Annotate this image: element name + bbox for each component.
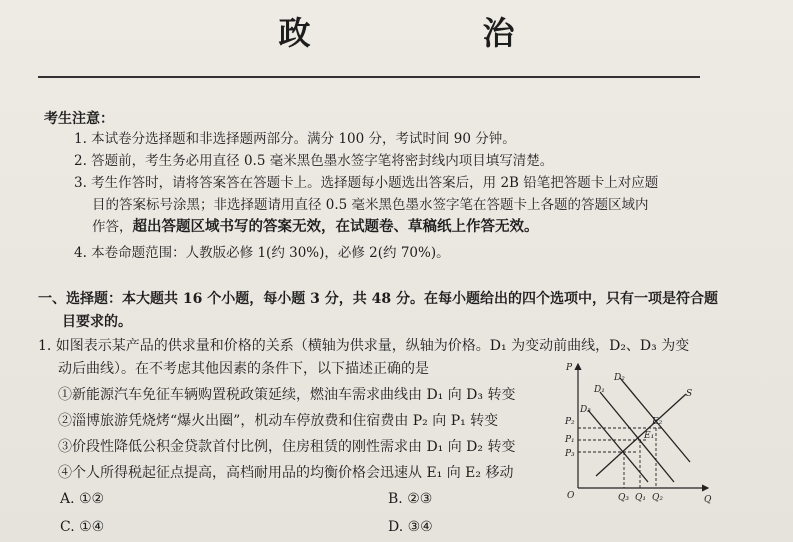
- origin-label: O: [567, 491, 575, 501]
- q-axis-label: Q: [704, 495, 712, 505]
- option-d: D. ③④: [388, 519, 433, 535]
- question1-statement-2: ②淄博旅游凭烧烤“爆火出圈”，机动车停放费和住宿费由 P₂ 向 P₁ 转变: [58, 413, 499, 429]
- demand-curve-d3: [588, 410, 648, 482]
- q1-label: Q₁: [635, 493, 646, 503]
- q2-label: Q₂: [652, 493, 663, 503]
- notice-item-1: 1. 本试卷分选择题和非选择题两部分。满分 100 分，考试时间 90 分钟。: [74, 131, 516, 147]
- question1-stem-line2: 动后曲线）。在不考虑其他因素的条件下，以下描述正确的是: [58, 361, 429, 377]
- section-heading-line1: 一、选择题：本大题共 16 个小题，每小题 3 分，共 48 分。在每小题给出的四个选项中，只有一项是符合题: [38, 291, 718, 307]
- notice-item-3-cont: 目的答案标号涂黑；非选择题请用直径 0.5 毫米黑色墨水签字笔在答题卡上各题的答题区域内: [92, 197, 649, 213]
- e2-label: E₂: [652, 417, 663, 427]
- notice-item-3-end: [92, 218, 539, 236]
- question1-statement-1: ①新能源汽车免征车辆购置税政策延续，燃油车需求曲线由 D₁ 向 D₃ 转变: [58, 387, 516, 403]
- s-label: S: [686, 389, 693, 399]
- option-c: C. ①④: [60, 519, 105, 535]
- p3-label: P₃: [565, 449, 575, 459]
- question1-stem-line1: 1. 如图表示某产品的供求量和价格的关系（横轴为供求量，纵轴为价格。D₁ 为变动前曲线，D₂、D₃ 为变: [38, 338, 690, 354]
- d2-label: D₂: [614, 373, 625, 383]
- d3-label: D₃: [580, 405, 591, 415]
- e1-label: E₁: [644, 431, 655, 441]
- option-a: A. ①②: [60, 491, 105, 507]
- title-divider: [38, 76, 700, 78]
- notice-emphasis: 超出答题区域书写的答案无效，在试题卷、草稿纸上作答无效。: [132, 218, 539, 235]
- notice-item-3-prefix: 作答，: [92, 219, 133, 235]
- notice-heading: 考生注意：: [44, 111, 114, 127]
- option-b: B. ②③: [388, 491, 433, 507]
- supply-demand-graph: [558, 358, 718, 510]
- page-title: 政 治: [278, 14, 585, 52]
- question1-statement-4: ④个人所得税起征点提高，高档耐用品的均衡价格会迅速从 E₁ 向 E₂ 移动: [58, 465, 514, 481]
- q3-label: Q₃: [618, 493, 629, 503]
- question1-statement-3: ③价段性降低公积金贷款首付比例，住房租赁的刚性需求由 D₁ 向 D₂ 转变: [58, 439, 516, 455]
- d1-label: D₁: [594, 385, 605, 395]
- p-axis-label: P: [566, 363, 573, 373]
- notice-item-4: 4. 本卷命题范围：人教版必修 1(约 30%)，必修 2(约 70%)。: [74, 245, 450, 261]
- notice-item-2: 2. 答题前，考生务必用直径 0.5 毫米黑色墨水签字笔将密封线内项目填写清楚。: [74, 153, 554, 169]
- p1-label: P₁: [565, 435, 575, 445]
- section-heading-line2: 目要求的。: [62, 314, 132, 330]
- p2-label: P₂: [565, 417, 575, 427]
- notice-item-3: 3. 考生作答时，请将答案答在答题卡上。选择题每小题选出答案后，用 2B 铅笔把答题卡上对应题: [74, 175, 659, 191]
